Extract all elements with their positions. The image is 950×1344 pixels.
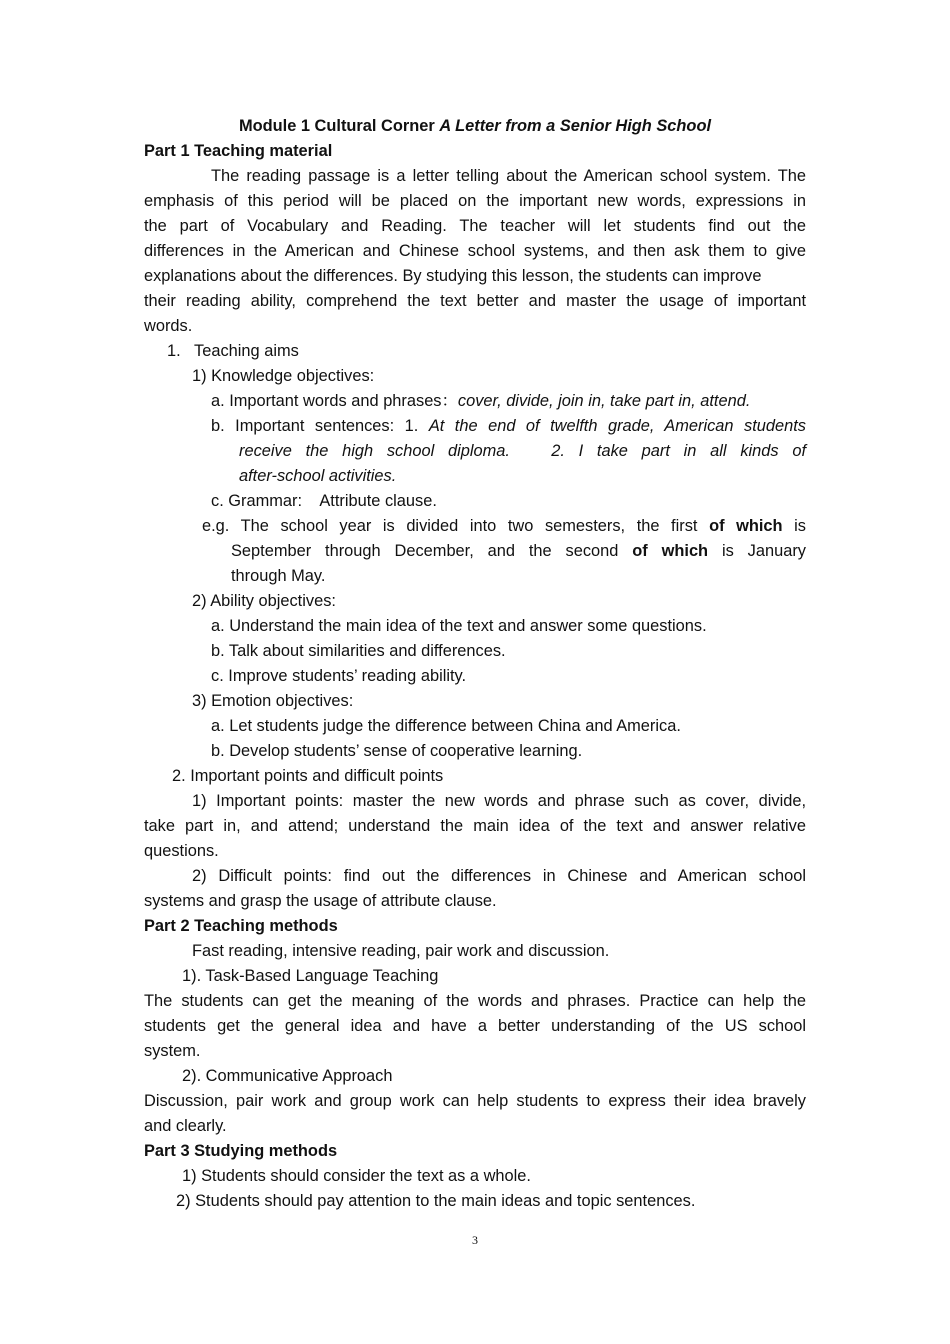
method1-text: The students can get the meaning of the words and phrases. Practice can help the [144,992,806,1010]
page-number: 3 [472,1233,478,1247]
example-line [231,539,806,564]
page-title [0,114,950,139]
method2-text: Discussion, pair work and group work can help students to express their idea bravely [144,1092,806,1110]
method2-title: 2). Communicative Approach [182,1067,393,1085]
important-points-line: questions. [144,842,219,860]
emotion-item: a. Let students judge the difference between China and America. [211,717,681,735]
example-bold: of which [709,517,783,535]
knowledge-b-sentence: At the end of twelfth grade, American students [428,417,806,435]
knowledge-b-sentence: after-school activities. [239,467,397,485]
example-line: through May. [231,567,326,585]
example-text: is [782,517,806,535]
part3-heading: Part 3 Studying methods [144,1142,338,1160]
studying-method-item: 2) Students should pay attention to the main ideas and topic sentences. [176,1192,696,1210]
ability-objectives-title: 2) Ability objectives: [192,592,336,610]
part1-para-line: explanations about the differences. By studying this lesson, the students can improve [144,267,762,285]
ability-item: a. Understand the main idea of the text and answer some questions. [211,617,707,635]
studying-method-item: 1) Students should consider the text as a whole. [182,1167,531,1185]
knowledge-item-a [211,389,750,414]
knowledge-item-c: c. Grammar: Attribute clause. [211,492,437,510]
points-title: 2. Important points and difficult points [172,767,444,785]
method1-title: 1). Task-Based Language Teaching [182,967,439,985]
important-points-line: 1) Important points: master the new words and phrase such as cover, divide, [192,792,806,810]
method2-text: and clearly. [144,1117,227,1135]
knowledge-b-sentence: receive the high school diploma. 2. I take part in all kinds of [239,442,806,460]
example-text: is January [708,542,806,560]
ability-item: b. Talk about similarities and differences. [211,642,506,660]
part1-heading: Part 1 Teaching material [144,142,333,160]
difficult-points-line: 2) Difficult points: find out the differences in Chinese and American school [192,867,806,885]
part1-para-line: the part of Vocabulary and Reading. The teacher will let students find out the [144,217,806,235]
emotion-item: b. Develop students’ sense of cooperative learning. [211,742,583,760]
knowledge-a-label: a. Important words and phrases： [211,392,458,410]
example-text: September through December, and the second [231,542,633,560]
title-main: Module 1 Cultural Corner [238,117,440,135]
knowledge-item-b [211,414,806,439]
part1-para-line: emphasis of this period will be placed on the important new words, expressions in [144,192,806,210]
example-bold: of which [632,542,709,560]
part2-intro: Fast reading, intensive reading, pair work and discussion. [192,942,610,960]
part1-para-line: words. [144,317,193,335]
example-line [202,514,806,539]
difficult-points-line: systems and grasp the usage of attribute clause. [144,892,497,910]
part2-heading: Part 2 Teaching methods [144,917,338,935]
teaching-aims-title: 1. Teaching aims [167,342,299,360]
part1-para-line: their reading ability, comprehend the text better and master the usage of important [144,292,806,310]
knowledge-b-label: b. Important sentences: 1. [211,417,429,435]
part1-para-line: differences in the American and Chinese school systems, and then ask them to give [144,242,806,260]
title-italic: A Letter from a Senior High School [439,117,712,135]
important-points-line: take part in, and attend; understand the main idea of the text and answer relative [144,817,806,835]
example-text: e.g. The school year is divided into two semesters, the first [202,517,710,535]
method1-text: system. [144,1042,201,1060]
ability-item: c. Improve students’ reading ability. [211,667,467,685]
knowledge-objectives-title: 1) Knowledge objectives: [192,367,375,385]
method1-text: students get the general idea and have a better understanding of the US school [144,1017,806,1035]
emotion-objectives-title: 3) Emotion objectives: [192,692,354,710]
knowledge-a-words: cover, divide, join in, take part in, attend. [457,392,751,410]
part1-para-line: The reading passage is a letter telling about the American school system. The [211,167,806,185]
